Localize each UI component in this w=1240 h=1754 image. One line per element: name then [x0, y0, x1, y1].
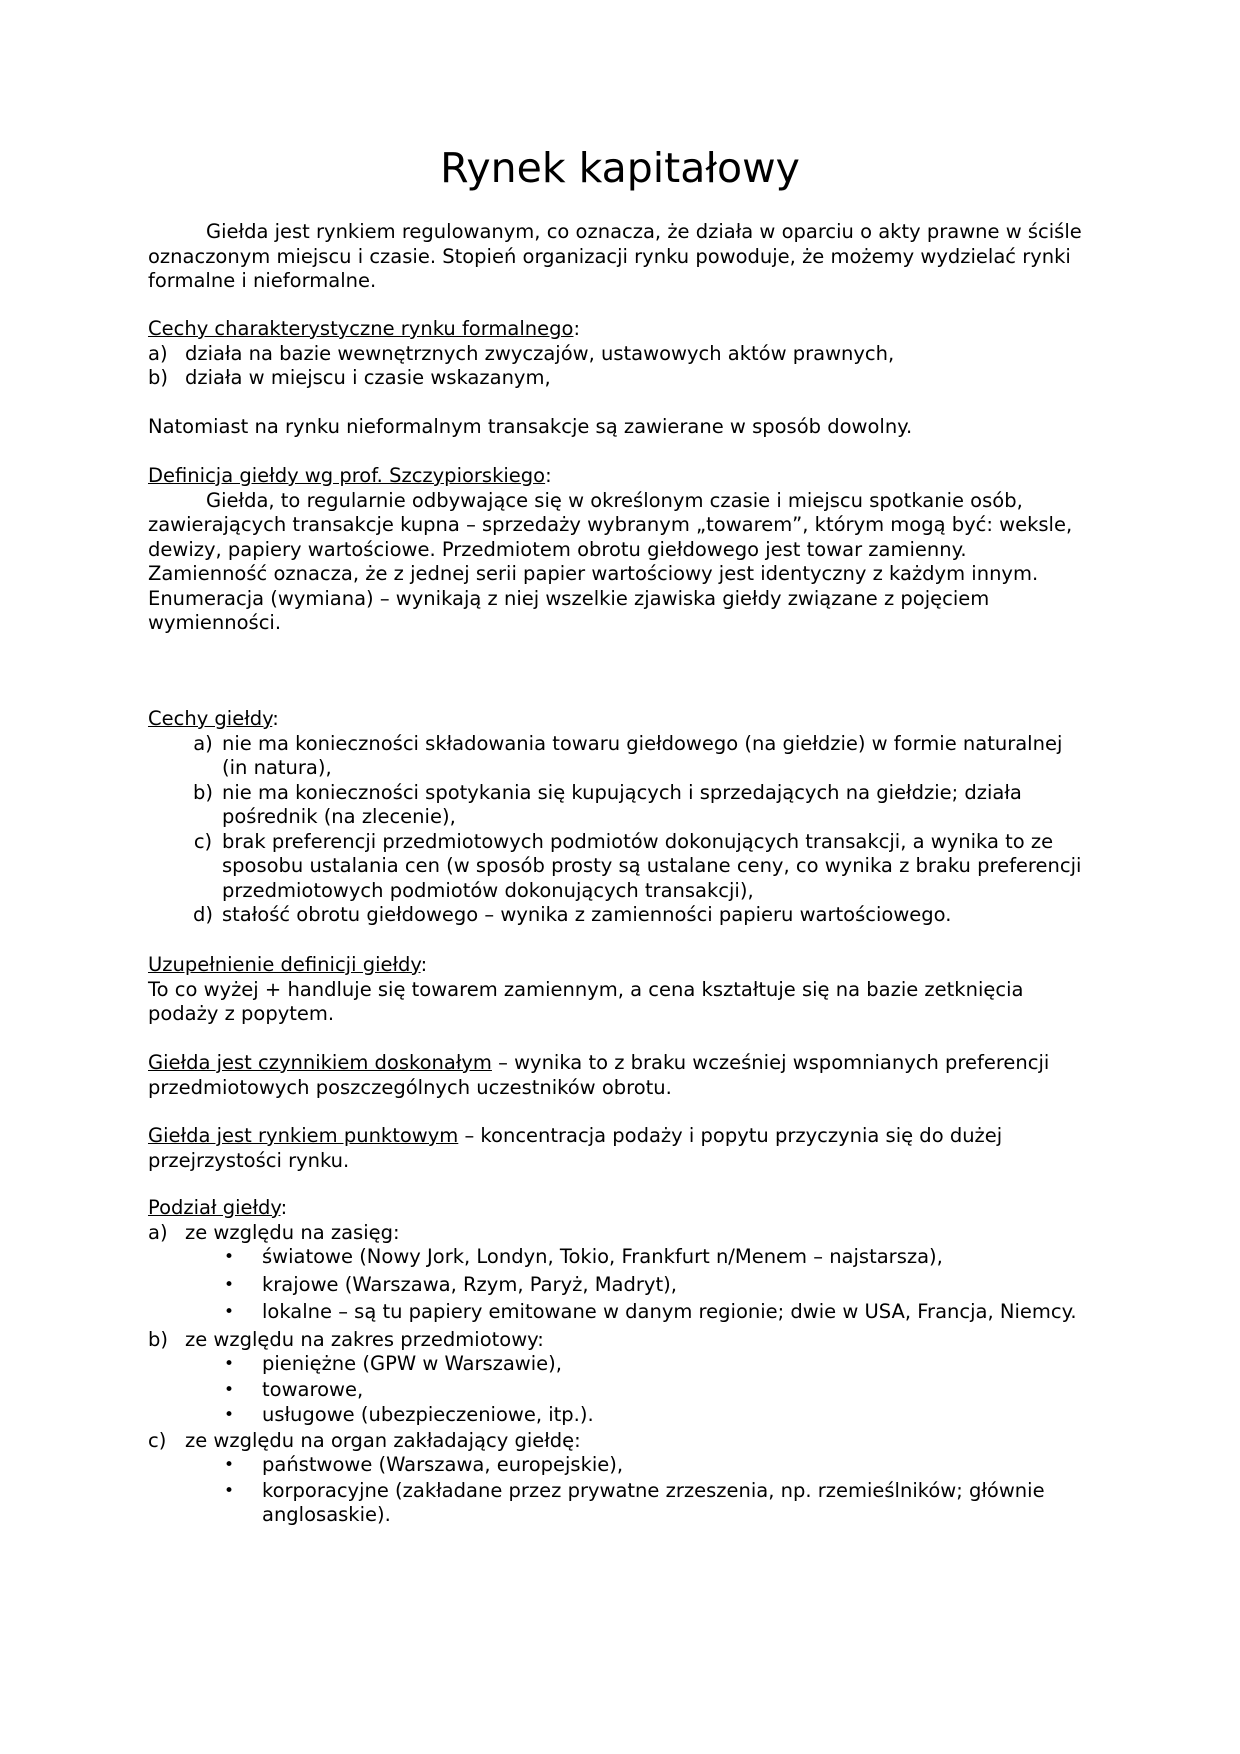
list-item: a) nie ma konieczności składowania towaru giełdowego (na giełdzie) w formie naturalnej (in natura),	[193, 731, 1063, 779]
list-item: b) nie ma konieczności spotykania się kupujących i sprzedających na giełdzie; działa pośrednik (na zlecenie),	[193, 780, 1022, 828]
list-item: b) działa w miejscu i czasie wskazanym,	[148, 366, 551, 389]
list-item: a) działa na bazie wewnętrznych zwyczajów, ustawowych aktów prawnych,	[148, 341, 895, 365]
bullet-item: • usługowe (ubezpieczeniowe, itp.).	[224, 1403, 594, 1426]
list-item: d) stałość obrotu giełdowego – wynika z zamienności papieru wartościowego.	[193, 903, 952, 926]
definition-heading: Definicja giełdy wg prof. Szczypiorskiego:	[148, 464, 552, 487]
perfect-factor-paragraph: Giełda jest czynnikiem doskonałym – wynika to z braku wcześniej wspomnianych preferencji przedmiotowych poszczególnych uczestników obrotu.	[148, 1051, 1050, 1099]
bullet-item: • towarowe,	[224, 1377, 364, 1401]
supplement-paragraph: To co wyżej + handluje się towarem zamiennym, a cena kształtuje się na bazie zetknięcia podaży z popytem.	[148, 977, 1024, 1025]
formal-market-section	[148, 317, 1092, 391]
point-market-paragraph: Giełda jest rynkiem punktowym – koncentracja podaży i popytu przyczynia się do dużej przejrzystości rynku.	[148, 1124, 1003, 1172]
formal-market-heading: Cechy charakterystyczne rynku formalnego:	[148, 317, 581, 340]
definition-paragraph: Giełda, to regularnie odbywające się w określonym czasie i miejscu spotkanie osób, zawierających transakcje kupna – sprzedaży wybranym „towarem”, którym mogą być: weksle, dewizy, papiery wartościowe. Przedmiotem obrotu giełdowego jest towar zamienny.	[148, 488, 1073, 561]
supplement-heading: Uzupełnienie definicji giełdy:	[148, 953, 428, 976]
intro-paragraph: Giełda jest rynkiem regulowanym, co oznacza, że działa w oparciu o akty prawne w ściśle oznaczonym miejscu i czasie. Stopień organizacji rynku powoduje, że możemy wydzielać rynki formalne i nieformalne.	[148, 220, 1082, 292]
list-item: b) ze względu na zakres przedmiotowy:	[148, 1327, 544, 1351]
division-heading: Podział giełdy:	[148, 1196, 288, 1219]
bullet-item: • korporacyjne (zakładane przez prywatne zrzeszenia, np. rzemieślników; głównie anglosaskie).	[224, 1478, 1045, 1526]
list-item: a) ze względu na zasięg:	[148, 1220, 400, 1244]
list-item: c) ze względu na organ zakładający giełdę:	[148, 1428, 581, 1452]
bullet-item: • lokalne – są tu papiery emitowane w danym regionie; dwie w USA, Francja, Niemcy.	[224, 1300, 1077, 1323]
features-heading: Cechy giełdy:	[148, 707, 279, 730]
features-section	[148, 707, 1092, 928]
bullet-item: • światowe (Nowy Jork, Londyn, Tokio, Frankfurt n/Menem – najstarsza),	[224, 1245, 943, 1268]
enumeration-paragraph: Enumeracja (wymiana) – wynikają z niej wszelkie zjawiska giełdy związane z pojęciem wymienności.	[148, 586, 990, 634]
list-item: c) brak preferencji przedmiotowych podmiotów dokonujących transakcji, a wynika to ze sposobu ustalania cen (w sposób prosty są ustalane ceny, co wynika z braku preferencji przedmiotowych podmiotów dokonujących transakcji),	[193, 829, 1082, 902]
supplement-section	[148, 953, 1092, 1027]
bullet-item: • krajowe (Warszawa, Rzym, Paryż, Madryt),	[224, 1272, 677, 1296]
document-title: Rynek kapitałowy	[440, 144, 800, 192]
exchangeability-paragraph: Zamienność oznacza, że z jednej serii papier wartościowy jest identyczny z każdym innym.	[148, 562, 1039, 585]
bullet-item: • państwowe (Warszawa, europejskie),	[224, 1453, 624, 1476]
definition-section	[148, 464, 1092, 636]
informal-market-paragraph: Natomiast na rynku nieformalnym transakcje są zawierane w sposób dowolny.	[148, 415, 913, 438]
division-section	[148, 1196, 1092, 1531]
bullet-item: • pieniężne (GPW w Warszawie),	[224, 1352, 562, 1375]
